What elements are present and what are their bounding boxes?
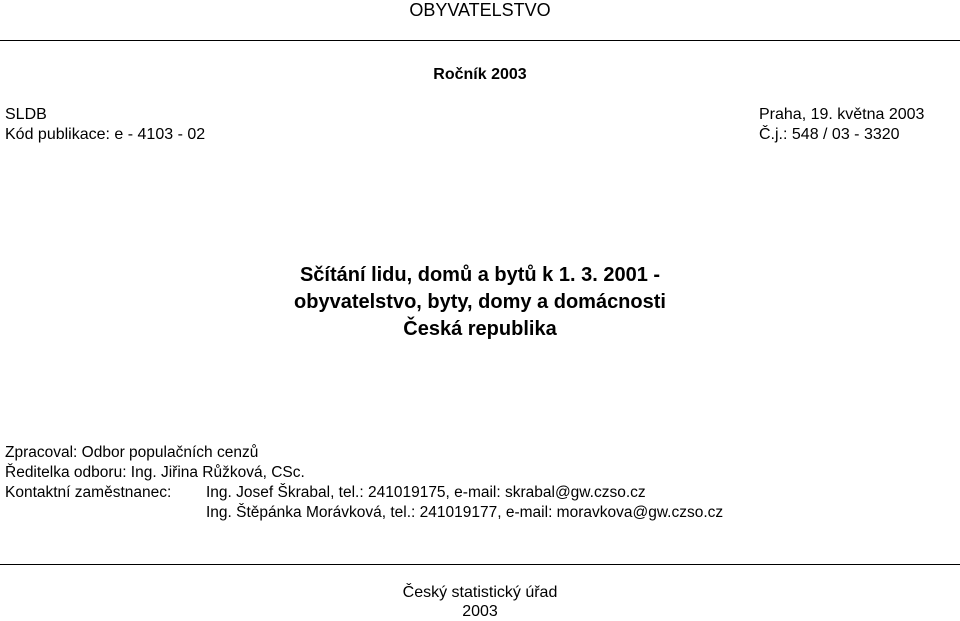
prepared-by: Zpracoval: Odbor populačních cenzů	[5, 444, 259, 461]
publisher-name: Český statistický úřad	[402, 584, 558, 601]
main-title-line3: Česká republika	[403, 318, 557, 340]
contact-label: Kontaktní zaměstnanec:	[5, 484, 172, 501]
contact-person-1: Ing. Josef Škrabal, tel.: 241019175, e-mail: skrabal@gw.czso.cz	[206, 484, 646, 501]
main-title-line1: Sčítání lidu, domů a bytů k 1. 3. 2001 -	[299, 264, 661, 286]
place-date: Praha, 19. května 2003	[759, 106, 925, 123]
reference-number: Č.j.: 548 / 03 - 3320	[759, 126, 900, 143]
document-title: OBYVATELSTVO	[409, 0, 551, 20]
department-director: Ředitelka odboru: Ing. Jiřina Růžková, CSc.	[5, 464, 305, 481]
series-label: SLDB	[5, 106, 47, 123]
contact-person-2: Ing. Štěpánka Morávková, tel.: 241019177, e-mail: moravkova@gw.czso.cz	[206, 504, 724, 521]
publication-code: Kód publikace: e - 4103 - 02	[5, 126, 206, 143]
publication-year: 2003	[462, 603, 498, 620]
bottom-divider	[0, 564, 960, 565]
volume-label: Ročník 2003	[433, 66, 527, 83]
top-divider	[0, 40, 960, 41]
main-title-line2: obyvatelstvo, byty, domy a domácnosti	[294, 291, 666, 313]
